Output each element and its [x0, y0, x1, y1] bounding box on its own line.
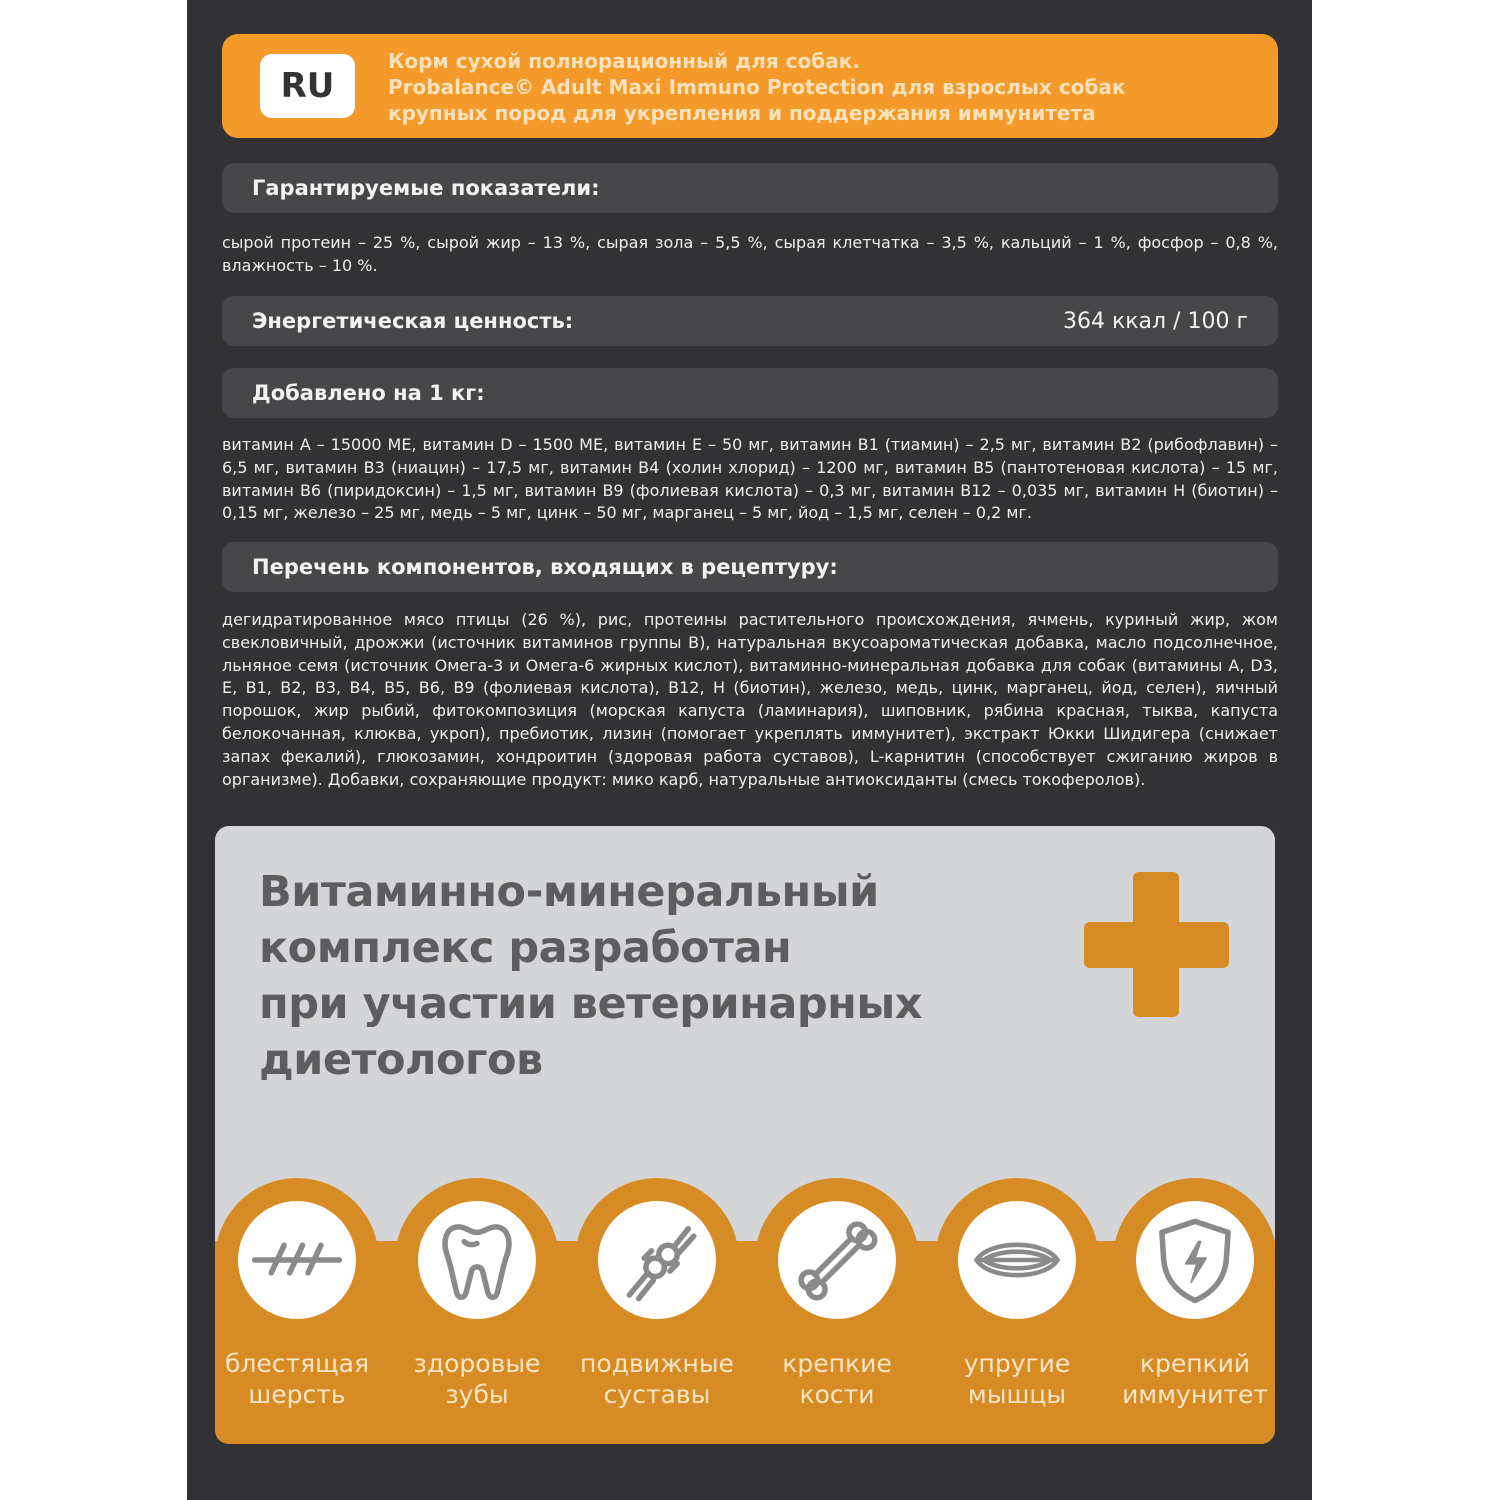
feature-label-line: блестящая: [224, 1349, 370, 1378]
promo-headline-line: комплекс разработан: [259, 923, 792, 973]
promo-headline-line: при участии ветеринарных: [259, 979, 923, 1029]
section-title: Энергетическая ценность:: [252, 309, 574, 333]
feature-circle: [1136, 1201, 1254, 1319]
section-title: Добавлено на 1 кг:: [252, 381, 485, 405]
shield-icon: [1149, 1214, 1241, 1306]
feature-circle: [958, 1201, 1076, 1319]
feature-label: [563, 1348, 751, 1410]
feature-circle: [778, 1201, 896, 1319]
promo-headline: [259, 864, 979, 1088]
feature-label: [215, 1348, 391, 1410]
feature-circle: [418, 1201, 536, 1319]
section-title: Перечень компонентов, входящих в рецептуру:: [252, 555, 838, 579]
feature-label-line: иммунитет: [1122, 1380, 1268, 1409]
feature-healthy-teeth: [395, 1178, 559, 1438]
feature-label: [1101, 1348, 1275, 1410]
plus-icon-vertical: [1133, 872, 1179, 1017]
promo-headline-line: Витаминно-минеральный: [259, 867, 879, 917]
language-badge: RU: [260, 54, 355, 118]
feature-circle: [238, 1201, 356, 1319]
added-section-header: [222, 368, 1278, 418]
promo-headline-line: диетологов: [259, 1035, 543, 1085]
bone-icon: [791, 1214, 883, 1306]
section-title: Гарантируемые показатели:: [252, 176, 600, 200]
feature-label: [923, 1348, 1111, 1410]
fur-icon: [251, 1214, 343, 1306]
feature-mobile-joints: [575, 1178, 739, 1438]
joint-icon: [611, 1214, 703, 1306]
components-section-header: [222, 542, 1278, 592]
feature-strong-bones: [755, 1178, 919, 1438]
energy-value: 364 ккал / 100 г: [1062, 308, 1248, 334]
feature-elastic-muscles: [935, 1178, 1099, 1438]
feature-shiny-fur: [215, 1178, 379, 1438]
muscle-icon: [971, 1214, 1063, 1306]
feature-label: [383, 1348, 571, 1410]
feature-label-line: упругие: [963, 1349, 1071, 1378]
added-text: витамин А – 15000 МЕ, витамин D – 1500 МЕ, витамин Е – 50 мг, витамин В1 (тиамин) – 2,5 мг, витамин В2 (рибофлавин) – 6,5 мг, витамин В3 (ниацин) – 17,5 мг, витамин В4 (холин хлорид) – 1200 мг, витамин В5 (пантотеновая кислота) – 15 мг, витамин В6 (пиридоксин) – 1,5 мг, витамин В9 (фолиевая кислота) – 0,3 мг, витамин В12 – 0,035 мг, витамин Н (биотин) – 0,15 мг, железо – 25 мг, медь – 5 мг, цинк – 50 мг, марганец – 5 мг, йод – 1,5 мг, селен – 0,2 мг.: [222, 435, 1278, 523]
feature-label-line: крепкий: [1139, 1349, 1251, 1378]
feature-label-line: подвижные: [580, 1349, 734, 1378]
feature-label-line: суставы: [603, 1380, 711, 1409]
feature-label-line: кости: [799, 1380, 875, 1409]
guaranteed-section-header: [222, 163, 1278, 213]
feature-label-line: здоровые: [413, 1349, 541, 1378]
guaranteed-text: сырой протеин – 25 %, сырой жир – 13 %, сырая зола – 5,5 %, сырая клетчатка – 3,5 %, кальций – 1 %, фосфор – 0,8 %, влажность – 10 %.: [222, 233, 1278, 275]
feature-circle: [598, 1201, 716, 1319]
feature-label: [743, 1348, 931, 1410]
product-title-line: Корм сухой полнорационный для собак.: [388, 49, 860, 73]
feature-label-line: зубы: [445, 1380, 509, 1409]
feature-label-line: мышцы: [967, 1380, 1067, 1409]
product-title: [388, 48, 1268, 126]
feature-strong-immunity: [1113, 1178, 1275, 1438]
components-text: дегидратированное мясо птицы (26 %), рис, протеины растительного происхождения, ячмень, куриный жир, жом свекловичный, дрожжи (источник витаминов группы В), натуральная вкусоароматическая добавка, масло подсолнечное, льняное семя (источник Омега-3 и Омега-6 жирных кислот), витаминно-минеральная добавка для собак (витамины А, D3, Е, В1, В2, В3, В4, В5, В6, В9 (фолиевая кислота), В12, Н (биотин), железо, медь, цинк, марганец, йод, селен), яичный порошок, жир рыбий, фитокомпозиция (морская капуста (ламинария), шиповник, рябина красная, тыква, капуста белокочанная, клюква, укроп), пребиотик, лизин (помогает укреплять иммунитет), экстракт Юкки Шидигера (снижает запах фекалий), глюкозамин, хондроитин (здоровая работа суставов), L-карнитин (способствует сжиганию жиров в организме). Добавки, сохраняющие продукт: мико карб, натуральные антиоксиданты (смесь токоферолов).: [222, 610, 1278, 789]
energy-section-header: [222, 296, 1278, 346]
feature-label-line: крепкие: [782, 1349, 892, 1378]
feature-label-line: шерсть: [248, 1380, 346, 1409]
promo-block: [215, 826, 1275, 1444]
tooth-icon: [431, 1214, 523, 1306]
product-title-line: крупных пород для укрепления и поддержания иммунитета: [388, 101, 1096, 125]
product-title-line: Probalance© Adult Maxi Immuno Protection для взрослых собак: [388, 75, 1126, 99]
